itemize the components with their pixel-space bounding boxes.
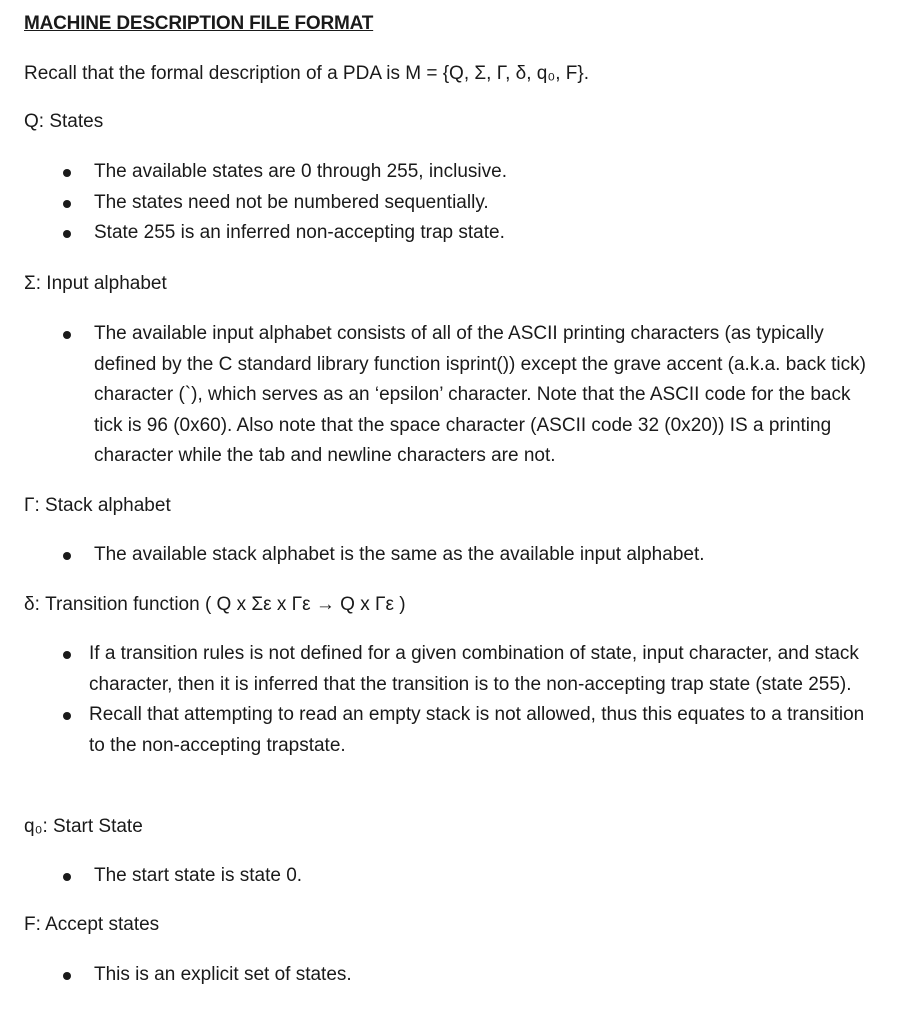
transition-heading: δ: Transition function ( Q x Σε x Γε → Q x Γε ) bbox=[24, 594, 406, 615]
list-item: The start state is state 0. bbox=[94, 861, 874, 892]
accept-states-heading: F: Accept states bbox=[24, 914, 160, 935]
start-state-list bbox=[94, 861, 874, 892]
bullet-icon bbox=[63, 200, 71, 208]
list-item: State 255 is an inferred non-accepting trap state. bbox=[94, 218, 874, 249]
bullet-icon bbox=[63, 331, 71, 339]
list-item: The available states are 0 through 255, inclusive. bbox=[94, 157, 874, 188]
bullet-icon bbox=[63, 651, 71, 659]
list-item: Recall that attempting to read an empty stack is not allowed, thus this equates to a transition to the non-accepting trapstate. bbox=[89, 700, 879, 761]
stack-alphabet-heading: Γ: Stack alphabet bbox=[24, 495, 171, 516]
transition-list bbox=[89, 639, 879, 761]
bullet-icon bbox=[63, 169, 71, 177]
input-alphabet-list bbox=[94, 319, 884, 472]
bullet-icon bbox=[63, 552, 71, 560]
accept-states-list bbox=[94, 960, 874, 991]
states-heading: Q: States bbox=[24, 111, 104, 132]
start-state-heading: q₀: Start State bbox=[24, 816, 143, 837]
bullet-icon bbox=[63, 873, 71, 881]
bullet-icon bbox=[63, 972, 71, 980]
list-item: The available stack alphabet is the same as the available input alphabet. bbox=[94, 540, 884, 571]
list-item: The states need not be numbered sequentially. bbox=[94, 188, 874, 219]
list-item: If a transition rules is not defined for a given combination of state, input character, and stack character, then it is inferred that the transition is to the non-accepting trap state (state 255). bbox=[89, 639, 879, 700]
list-item: The available input alphabet consists of all of the ASCII printing characters (as typically defined by the C standard library function isprint()) except the grave accent (a.k.a. back tick) character (`), which serves as an ‘epsilon’ character. Note that the ASCII code for the back tick is 96 (0x60). Also note that the space character (ASCII code 32 (0x20)) IS a printing character while the tab and newline characters are not. bbox=[94, 319, 884, 472]
document-title: MACHINE DESCRIPTION FILE FORMAT bbox=[24, 13, 374, 34]
bullet-icon bbox=[63, 712, 71, 720]
list-item: This is an explicit set of states. bbox=[94, 960, 874, 991]
states-list bbox=[94, 157, 874, 249]
bullet-icon bbox=[63, 230, 71, 238]
stack-alphabet-list bbox=[94, 540, 884, 571]
input-alphabet-heading: Σ: Input alphabet bbox=[24, 273, 167, 294]
intro-text: Recall that the formal description of a PDA is M = {Q, Σ, Γ, δ, q₀, F}. bbox=[24, 63, 590, 84]
